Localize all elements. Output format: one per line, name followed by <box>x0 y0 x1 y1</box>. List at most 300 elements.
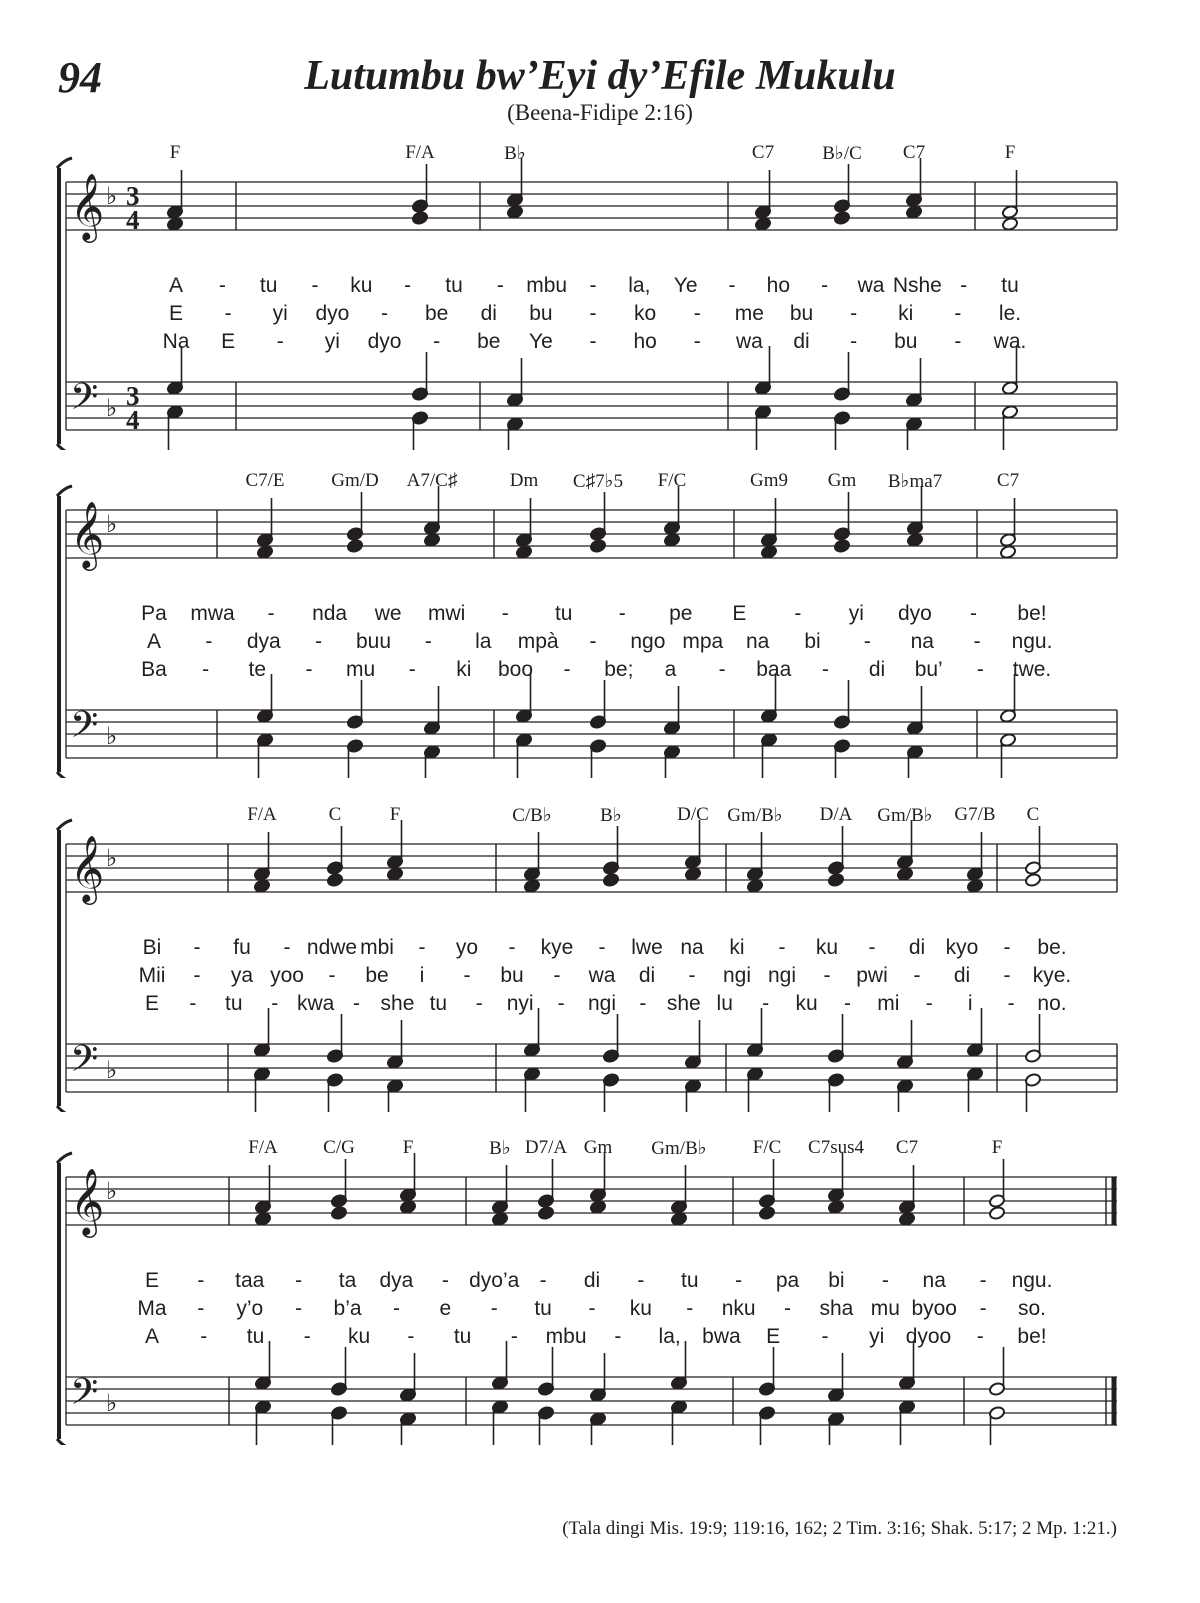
chord-symbol: F/A <box>248 1137 278 1158</box>
lyric-syllable: A <box>144 1325 160 1348</box>
svg-text:3: 3 <box>126 181 140 211</box>
lyric-syllable: - <box>973 630 981 653</box>
lyric-syllable: ko <box>634 302 657 325</box>
lyric-syllable: E <box>144 992 160 1015</box>
lyric-syllable: e <box>439 1297 452 1320</box>
lyric-syllable: yoo <box>270 964 304 987</box>
lyric-syllable: nku <box>721 1297 756 1320</box>
lyric-syllable: - <box>925 992 933 1015</box>
tenor-note <box>326 1014 343 1063</box>
lyric-syllable: - <box>392 1297 400 1320</box>
lyric-syllable: - <box>823 964 831 987</box>
lyric-syllable: - <box>821 658 829 681</box>
lyric-syllable: pa <box>775 1269 800 1292</box>
chord-symbol: C <box>1026 804 1040 825</box>
alto-note <box>589 1200 606 1215</box>
lyric-syllable: - <box>954 330 962 353</box>
tenor-note <box>491 1341 508 1390</box>
lyric-syllable: tu <box>429 992 448 1015</box>
lyric-syllable: wa. <box>993 330 1027 353</box>
lyric-syllable: - <box>693 302 701 325</box>
lyric-syllable: - <box>639 992 647 1015</box>
alto-note <box>423 533 440 548</box>
melody-note <box>905 158 922 207</box>
alto-note <box>523 879 540 894</box>
lyric-syllable: - <box>424 630 432 653</box>
lyric-syllable: - <box>218 274 226 297</box>
lyric-syllable: ya <box>230 964 254 987</box>
alto-note <box>1001 217 1018 232</box>
bass-note <box>754 405 771 450</box>
chord-symbol: C/B♭ <box>512 805 552 826</box>
lyric-syllable: yo <box>455 936 479 959</box>
chord-symbol: Gm/B♭ <box>727 805 783 826</box>
melody-note <box>758 1159 775 1208</box>
alto-note <box>537 1206 554 1221</box>
tenor-note <box>833 680 850 729</box>
lyric-syllable: A <box>146 630 162 653</box>
lyric-syllable: dyo <box>315 302 350 325</box>
lyric-syllable: b’a <box>333 1297 362 1320</box>
bass-staff <box>66 1044 1117 1092</box>
tenor-note <box>663 686 680 735</box>
lyric-syllable: ku <box>629 1297 652 1320</box>
melody-note <box>1024 826 1041 875</box>
lyric-syllable: - <box>315 630 323 653</box>
melody-note <box>827 826 844 875</box>
score-system-1 <box>0 142 1200 450</box>
melody-note <box>589 492 606 541</box>
lyric-syllable: - <box>1007 992 1015 1015</box>
lyric-syllable: - <box>224 302 232 325</box>
alto-note <box>754 217 771 232</box>
tenor-note <box>330 1347 347 1396</box>
alto-note <box>515 545 532 560</box>
score-system-4 <box>0 1137 1200 1445</box>
bass-clef-icon: 𝄢 <box>70 704 99 755</box>
lyric-syllable: di <box>638 964 656 987</box>
chord-symbol: C7/E <box>245 470 285 491</box>
melody-note <box>999 498 1016 547</box>
lyric-syllable: yi <box>848 602 864 625</box>
lyric-syllable: ndwe <box>306 936 358 959</box>
lyric-syllable: be <box>365 964 389 987</box>
footer-references: (Tala dingi Mis. 19:9; 119:16, 162; 2 Tim. 3:16; Shak. 5:17; 2 Mp. 1:21.) <box>562 1518 1117 1539</box>
lyric-syllable: - <box>404 274 412 297</box>
chord-symbol: C♯7♭5 <box>572 471 624 492</box>
melody-note <box>346 492 363 541</box>
chord-symbol: C/G <box>323 1137 355 1158</box>
lyric-syllable: Nshe <box>892 274 942 297</box>
lyric-syllable: - <box>762 992 770 1015</box>
chord-symbol: G7/B <box>954 804 996 825</box>
lyric-syllable: kye. <box>1032 964 1072 987</box>
svg-text:4: 4 <box>126 405 140 435</box>
chord-symbol: B♭ <box>489 1138 511 1159</box>
lyric-syllable: - <box>850 302 858 325</box>
bass-note <box>663 745 680 778</box>
alto-note <box>330 1206 347 1221</box>
lyric-syllable: - <box>407 1325 415 1348</box>
lyric-syllable: mwi <box>427 602 466 625</box>
tenor-note <box>827 1353 844 1402</box>
lyric-syllable: ta <box>338 1269 357 1292</box>
chord-symbol: F <box>1004 142 1016 163</box>
lyric-syllable: - <box>328 964 336 987</box>
lyric-syllable: - <box>821 274 829 297</box>
lyric-syllable: pwi <box>856 964 888 987</box>
alto-note <box>670 1212 687 1227</box>
chord-symbol: B♭ <box>600 805 622 826</box>
treble-staff <box>66 182 1117 230</box>
bass-note <box>760 733 777 778</box>
lyric-syllable: - <box>868 936 876 959</box>
lyric-syllable: - <box>976 658 984 681</box>
tenor-note <box>988 1347 1005 1396</box>
lyric-syllable: bu <box>529 302 553 325</box>
lyric-syllable: le. <box>998 302 1022 325</box>
lyric-syllable: na <box>910 630 934 653</box>
lyric-syllable: - <box>189 992 197 1015</box>
lyric-syllable: ku <box>815 936 839 959</box>
melody-note <box>506 158 523 207</box>
lyric-syllable: - <box>433 330 441 353</box>
chord-symbol: D7/A <box>524 1137 568 1158</box>
melody-note <box>523 832 540 881</box>
lyric-syllable: E <box>221 330 236 353</box>
lyric-syllable: ngi <box>722 964 752 987</box>
lyric-syllable: tu <box>681 1269 699 1292</box>
chord-symbol: C7 <box>751 142 775 163</box>
lyric-syllable: na <box>680 936 704 959</box>
lyric-syllable: dyo <box>367 330 402 353</box>
lyric-syllable: E <box>732 602 747 625</box>
melody-note <box>330 1159 347 1208</box>
lyric-syllable: - <box>267 602 275 625</box>
lyric-syllable: - <box>778 936 786 959</box>
lyric-syllable: tu <box>1001 274 1019 297</box>
lyric-syllable: wa <box>735 330 763 353</box>
lyric-syllable: nda <box>312 602 348 625</box>
chord-symbol: F <box>402 1137 414 1158</box>
lyric-syllable: - <box>618 602 626 625</box>
tenor-note <box>411 352 428 401</box>
lyric-syllable: - <box>305 658 313 681</box>
tenor-note <box>386 1020 403 1069</box>
treble-clef-icon: 𝄞 <box>70 500 105 568</box>
melody-note <box>253 832 270 881</box>
lyric-syllable: - <box>418 936 426 959</box>
lyric-syllable: - <box>589 302 597 325</box>
key-flat-icon: ♭ <box>106 1389 118 1417</box>
lyric-syllable: - <box>794 602 802 625</box>
lyric-syllable: twe. <box>1012 658 1052 681</box>
lyric-syllable: Ba <box>141 658 167 681</box>
melody-note <box>166 170 183 219</box>
lyric-syllable: baa <box>756 658 792 681</box>
lyric-syllable: E <box>168 302 184 325</box>
lyric-syllable: bi <box>828 1269 845 1292</box>
lyric-syllable: tu <box>453 1325 472 1348</box>
melody-note <box>602 826 619 875</box>
chord-symbol: F <box>169 142 181 163</box>
song-number: 94 <box>58 53 102 102</box>
lyric-syllable: di <box>793 330 810 353</box>
alto-note <box>506 205 523 220</box>
lyric-syllable: - <box>598 936 606 959</box>
chord-symbol: Gm <box>583 1137 613 1158</box>
final-barline <box>1106 1177 1114 1425</box>
lyric-syllable: kye <box>540 936 574 959</box>
lyric-syllable: Mii <box>138 964 166 987</box>
tenor-note <box>905 358 922 407</box>
lyric-syllable: - <box>441 1269 449 1292</box>
alto-note <box>684 867 701 882</box>
lyric-syllable: ho <box>766 274 791 297</box>
time-signature-bass <box>126 381 140 435</box>
lyric-syllable: Pa <box>141 602 167 625</box>
lyric-syllable: be; <box>604 658 634 681</box>
bass-clef-icon: 𝄢 <box>70 376 99 427</box>
lyric-syllable: - <box>490 1297 498 1320</box>
lyric-syllable: ku <box>347 1325 371 1348</box>
melody-note <box>399 1153 416 1202</box>
lyric-syllable: wa <box>857 274 885 297</box>
lyric-syllable: ngi <box>767 964 797 987</box>
treble-clef-icon: 𝄞 <box>70 172 105 240</box>
alto-note <box>760 545 777 560</box>
lyric-syllable: la, <box>658 1325 681 1348</box>
lyric-syllable: - <box>979 1269 987 1292</box>
lyric-syllable: mbi <box>360 936 394 959</box>
lyric-syllable: - <box>510 1325 518 1348</box>
lyric-syllable: - <box>539 1269 547 1292</box>
tenor-note <box>684 1020 701 1069</box>
chord-symbol: B♭ma7 <box>887 471 943 492</box>
chord-symbol: F/C <box>752 1137 782 1158</box>
lyric-syllable: - <box>276 330 284 353</box>
alto-note <box>491 1212 508 1227</box>
bass-note <box>256 733 273 778</box>
lyric-syllable: she <box>666 992 701 1015</box>
lyric-syllable: E <box>766 1325 781 1348</box>
lyric-syllable: - <box>589 630 597 653</box>
treble-staff <box>66 844 1117 892</box>
lyric-syllable: dyo <box>897 602 932 625</box>
lyric-syllable: ho <box>633 330 657 353</box>
treble-staff <box>66 1177 1117 1225</box>
lyric-syllable: - <box>193 936 201 959</box>
lyric-syllable: - <box>881 1269 889 1292</box>
lyric-syllable: tu <box>554 602 573 625</box>
alto-note <box>386 867 403 882</box>
scripture-reference: (Beena-Fidipe 2:16) <box>507 100 693 125</box>
chord-symbol: F/C <box>657 470 687 491</box>
lyric-syllable: Ye <box>528 330 553 353</box>
lyric-syllable: mbu <box>526 274 568 297</box>
treble-clef-icon: 𝄞 <box>70 1167 105 1235</box>
bass-note <box>684 1079 701 1112</box>
chord-symbol: F <box>991 1137 1003 1158</box>
melody-note <box>827 1153 844 1202</box>
alto-note <box>827 873 844 888</box>
lyric-syllable: dyo’a <box>469 1269 520 1292</box>
lyric-syllable: wa <box>588 964 616 987</box>
lyric-syllable: pe <box>669 602 693 625</box>
bass-note <box>166 405 183 450</box>
bass-note <box>896 1079 913 1112</box>
lyric-syllable: di <box>953 964 971 987</box>
tenor-note <box>537 1347 554 1396</box>
lyric-syllable: ngo <box>630 630 666 653</box>
lyric-syllable: - <box>557 992 565 1015</box>
tenor-note <box>253 1008 270 1057</box>
lyric-syllable: - <box>202 658 210 681</box>
bass-staff <box>66 382 1117 430</box>
bass-note <box>746 1067 763 1112</box>
lyric-syllable: lu <box>716 992 733 1015</box>
score-system-3 <box>0 804 1200 1112</box>
lyric-syllable: be! <box>1017 602 1047 625</box>
lyric-syllable: - <box>976 1325 984 1348</box>
lyric-syllable: - <box>271 992 279 1015</box>
lyric-syllable: - <box>637 1269 645 1292</box>
melody-note <box>684 820 701 869</box>
melody-note <box>326 826 343 875</box>
bass-note <box>491 1400 508 1445</box>
lyric-syllable: byoo <box>911 1297 957 1320</box>
melody-note <box>411 164 428 213</box>
alto-note <box>758 1206 775 1221</box>
melody-note <box>423 486 440 535</box>
alto-note <box>399 1200 416 1215</box>
lyric-syllable: - <box>311 274 319 297</box>
lyric-syllable: ngu. <box>1011 1269 1053 1292</box>
lyric-syllable: taa <box>235 1269 265 1292</box>
chord-symbol: C7 <box>996 470 1020 491</box>
tenor-note <box>423 686 440 735</box>
alto-note <box>896 867 913 882</box>
chord-symbol: A7/C♯ <box>406 470 458 491</box>
lyric-syllable: - <box>205 630 213 653</box>
tenor-note <box>602 1014 619 1063</box>
key-flat-icon: ♭ <box>106 844 118 872</box>
key-flat-icon: ♭ <box>106 510 118 538</box>
alto-note <box>905 205 922 220</box>
key-flat-icon: ♭ <box>106 722 118 750</box>
alto-note <box>254 1212 271 1227</box>
chord-symbol: Gm/D <box>331 470 379 491</box>
treble-clef-icon: 𝄞 <box>70 834 105 902</box>
song-header <box>0 0 1200 140</box>
lyric-syllable: a <box>664 658 677 681</box>
lyric-syllable: be. <box>1037 936 1067 959</box>
lyric-syllable: sha <box>819 1297 854 1320</box>
lyric-syllable: i <box>419 964 425 987</box>
bass-note <box>966 1067 983 1112</box>
lyric-syllable: Ye <box>673 274 698 297</box>
tenor-note <box>399 1353 416 1402</box>
bass-note <box>423 745 440 778</box>
lyric-syllable: mbu <box>545 1325 587 1348</box>
lyric-syllable: y’o <box>236 1297 264 1320</box>
chord-symbol: Gm9 <box>750 470 788 491</box>
lyric-syllable: tu <box>259 274 278 297</box>
chord-symbol: C7 <box>895 1137 919 1158</box>
lyric-syllable: na <box>745 630 770 653</box>
key-flat-icon: ♭ <box>106 1056 118 1084</box>
lyric-syllable: la <box>475 630 492 653</box>
lyric-syllable: - <box>353 992 361 1015</box>
lyric-syllable: - <box>501 602 509 625</box>
lyric-syllable: - <box>969 602 977 625</box>
bass-note <box>254 1400 271 1445</box>
melody-note <box>746 832 763 881</box>
lyric-syllable: - <box>686 1297 694 1320</box>
alto-note <box>253 879 270 894</box>
time-signature-treble <box>126 181 140 235</box>
lyric-syllable: mwa <box>190 602 235 625</box>
melody-note <box>256 498 273 547</box>
chord-symbol: C <box>328 804 342 825</box>
lyric-syllable: - <box>913 964 921 987</box>
lyric-syllable: - <box>408 658 416 681</box>
bass-note <box>898 1400 915 1445</box>
melody-note <box>906 486 923 535</box>
song-title: Lutumbu bw’Eyi dy’Efile Mukulu <box>304 53 896 99</box>
lyric-syllable: - <box>863 630 871 653</box>
lyric-syllable: lwe <box>631 936 663 959</box>
chord-symbol: D/A <box>819 804 853 825</box>
lyric-syllable: di <box>583 1269 601 1292</box>
lyric-syllable: she <box>380 992 415 1015</box>
melody-note <box>663 486 680 535</box>
lyric-syllable: - <box>508 936 516 959</box>
alto-note <box>988 1206 1005 1221</box>
lyric-syllable: yi <box>324 330 340 353</box>
lyric-syllable: Ma <box>137 1297 167 1320</box>
melody-note <box>833 164 850 213</box>
bass-note <box>523 1067 540 1112</box>
alto-note <box>663 533 680 548</box>
lyric-syllable: tu <box>534 1297 552 1320</box>
alto-note <box>999 545 1016 560</box>
alto-note <box>256 545 273 560</box>
svg-text:4: 4 <box>126 205 140 235</box>
lyric-syllable: di <box>480 302 497 325</box>
lyric-syllable: E <box>144 1269 160 1292</box>
chord-symbol: C7sus4 <box>808 1137 864 1158</box>
bass-note <box>670 1400 687 1445</box>
lyric-syllable: - <box>784 1297 792 1320</box>
tenor-note <box>589 680 606 729</box>
chord-symbol: Gm/B♭ <box>877 805 933 826</box>
lyric-syllable: mpà <box>517 630 559 653</box>
melody-note <box>1001 170 1018 219</box>
lyric-syllable: me <box>734 302 764 325</box>
lyric-syllable: - <box>295 1269 303 1292</box>
tenor-note <box>506 358 523 407</box>
tenor-note <box>346 680 363 729</box>
melody-note <box>754 170 771 219</box>
lyric-syllable: - <box>688 964 696 987</box>
lyric-syllable: - <box>463 964 471 987</box>
lyric-syllable: buu <box>355 630 392 653</box>
lyric-syllable: di <box>868 658 886 681</box>
melody-note <box>833 492 850 541</box>
alto-note <box>602 873 619 888</box>
lyric-syllable: - <box>693 330 701 353</box>
